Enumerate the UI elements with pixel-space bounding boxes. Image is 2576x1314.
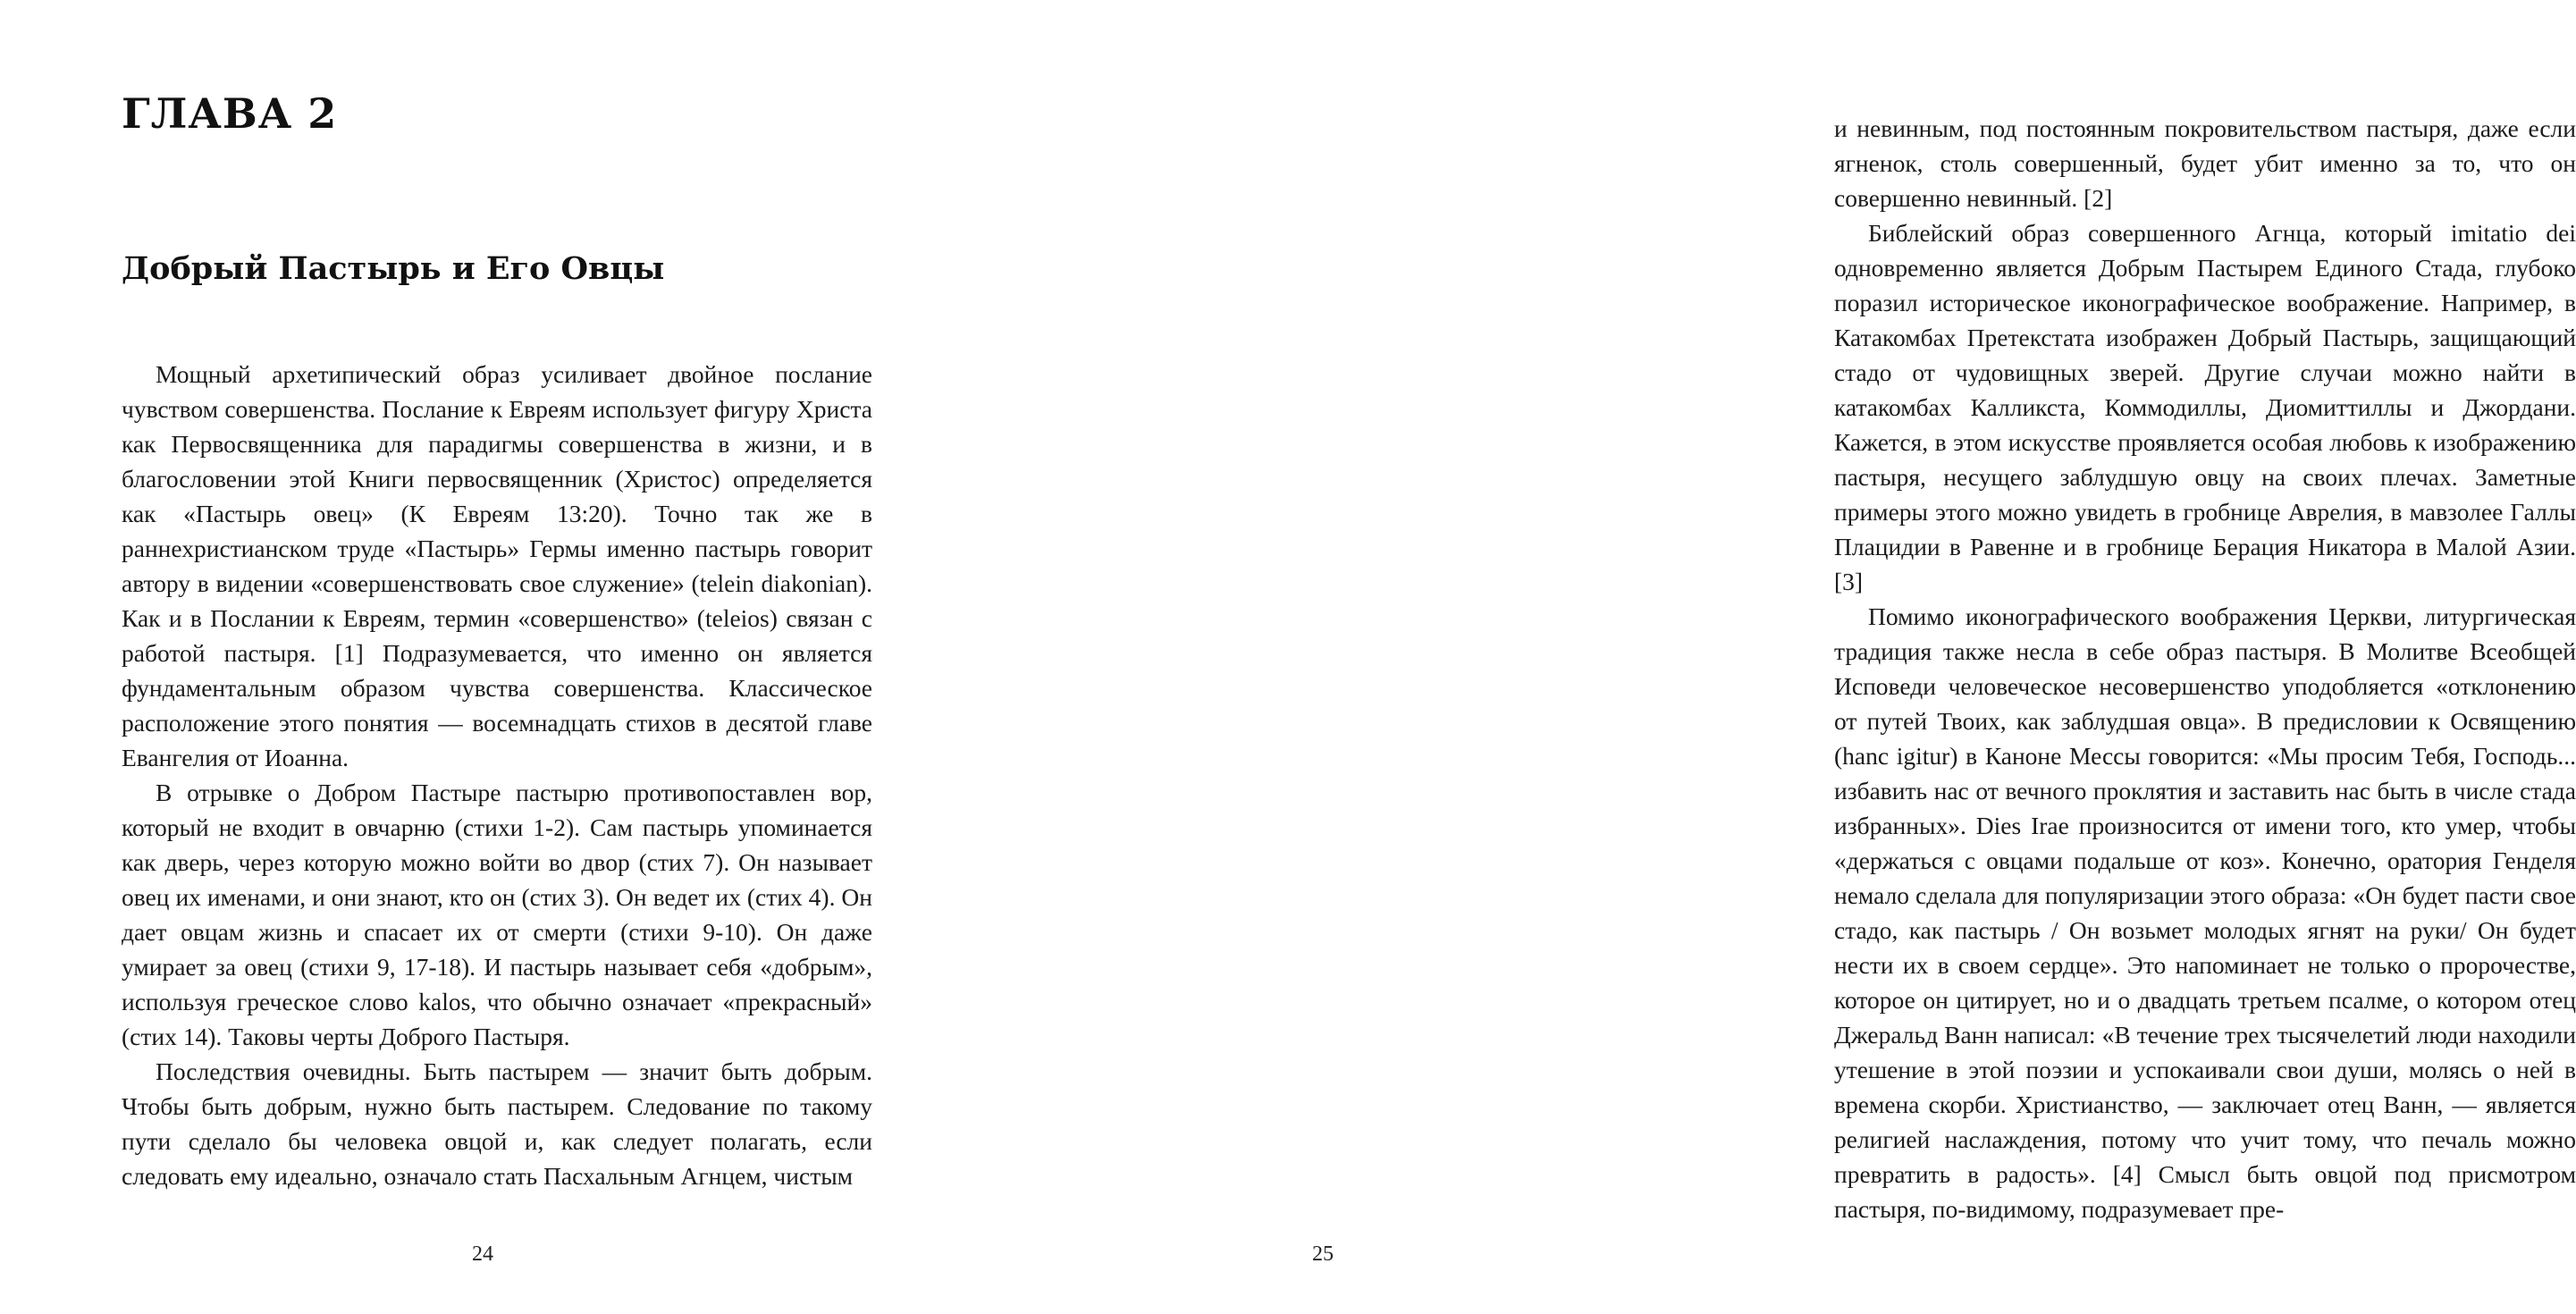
left-page bbox=[0, 0, 894, 1314]
section-title: Добрый Пастырь и Его Овцы bbox=[122, 250, 665, 287]
paragraph: Помимо иконографического воображения Церкви, литургическая традиция также несла в себе образ пастыря. В Молитве Всеобщей Исповеди человеческое несовершенство уподобляется «отклонению от путей Твоих, как заблудшая овца». В предисловии к Освящению (hanc igitur) в Каноне Мессы говорится: «Мы просим Тебя, Господь... избавить нас от вечного проклятия и заставить нас быть в числе стада избранных». Dies Irae произносится от имени того, кто умер, чтобы «держаться с овцами подальше от коз». Конечно, оратория Генделя немало сделала для популяризации этого образа: «Он будет пасти свое стадо, как пастырь / Он возьмет молодых ягнят на руки/ Он будет нести их в своем сердце». Это напоминает не только о пророчестве, которое он цитирует, но и о двадцать третьем псалме, о котором отец Джеральд Ванн написал: «В течение трех тысячелетий люди находили утешение в этой поэзии и успокаивали свои души, молясь о ней в времена скорби. Христианство, — заключает отец Ванн, — является религией наслаждения, потому что учит тому, что печаль можно превратить в радость». [4] Смысл быть овцой под присмотром пастыря, по-видимому, подразумевает пре- bbox=[1834, 602, 2576, 1223]
chapter-title: ГЛАВА 2 bbox=[122, 89, 338, 138]
page-number-left: 24 bbox=[472, 1242, 493, 1266]
paragraph: Библейский образ совершенного Агнца, который imitatio dei одновременно является Добрым Пастырем Единого Стада, глубоко поразил историческое иконографическое воображение. Например, в Катакомбах Претекстата изображен Добрый Пастырь, защищающий стадо от чудовищных зверей. Другие случаи можно найти в катакомбах Калликста, Коммодиллы, Диомиттиллы и Джордани. Кажется, в этом искусстве проявляется особая любовь к изображению пастыря, несущего заблудшую овцу на своих плечах. Заметные примеры этого можно увидеть в гробнице Аврелия, в мавзолее Галлы Плацидии в Равенне и в гробнице Берация Никатора в Малой Азии. [3] bbox=[1834, 219, 2576, 595]
paragraph: В отрывке о Добром Пастыре пастырю противопоставлен вор, который не входит в овчарню (стихи 1-2). Сам пастырь упоминается как дверь, через которую можно войти во двор (стих 7). Он называет овец их именами, и они знают, кто он (стих 3). Он ведет их (стих 4). Он дает овцам жизнь и спасает их от смерти (стихи 9-10). Он даже умирает за овец (стихи 9, 17-18). И пастырь называет себя «добрым», используя греческое слово kalos, что обычно означает «прекрасный» (стих 14). Таковы черты Доброго Пастыря. bbox=[122, 779, 872, 1050]
paragraph: Последствия очевидны. Быть пастырем — значит быть добрым. Чтобы быть добрым, нужно быть пастырем. Следование по такому пути сделало бы человека овцой и, как следует полагать, если следовать ему идеально, означало стать Пасхальным Агнцем, чистым bbox=[122, 1057, 872, 1190]
paragraph: Мощный архетипический образ усиливает двойное послание чувством совершенства. Послание к Евреям использует фигуру Христа как Первосвященника для парадигмы совершенства в жизни, и в благословении этой Книги первосвященник (Христос) определяется как «Пастырь овец» (К Евреям 13:20). Точно так же в раннехристианском труде «Пастырь» Гермы именно пастырь говорит автору в видении «совершенствовать свое служение» (telein diakonian). Как и в Послании к Евреям, термин «совершенство» (teleios) связан с работой пастыря. [1] Подразумевается, что именно он является фундаментальным образом чувства совершенства. Классическое расположение этого понятия — восемнадцать стихов в десятой главе Евангелия от Иоанна. bbox=[122, 360, 872, 771]
paragraph: и невинным, под постоянным покровительством пастыря, даже если ягненок, столь совершенный, будет убит именно за то, что он совершенно невинный. [2] bbox=[1834, 114, 2576, 212]
right-page bbox=[894, 0, 2576, 1314]
left-page-body bbox=[122, 357, 872, 1193]
page-number-right: 25 bbox=[1312, 1242, 1334, 1266]
right-page-body bbox=[1834, 111, 2576, 1226]
